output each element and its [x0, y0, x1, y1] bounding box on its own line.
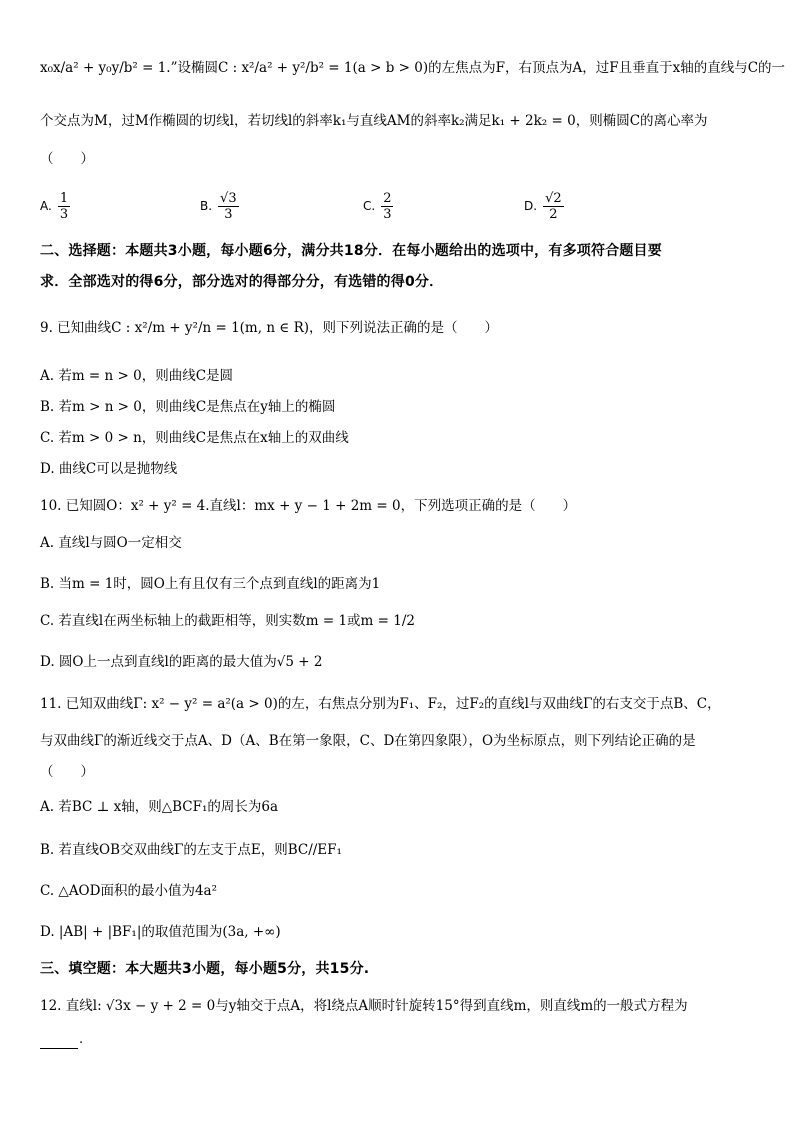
section-3-heading: 三、填空题：本大题共3小题，每小题5分，共15分.: [40, 961, 370, 977]
option-label: D.: [524, 199, 538, 213]
q9-option-d[interactable]: D. 曲线C可以是抛物线: [40, 461, 178, 477]
numerator: √2: [545, 190, 562, 206]
q9-option-a[interactable]: A. 若m = n > 0，则曲线C是圆: [40, 368, 234, 384]
q11-option-b[interactable]: B. 若直线OB交双曲线Γ的左支于点E，则BC//EF₁: [40, 842, 342, 858]
q8-options: [40, 186, 758, 226]
numerator: 1: [59, 190, 69, 206]
q8-option-b[interactable]: [200, 186, 241, 226]
denominator: 3: [59, 206, 69, 222]
option-label: A.: [40, 199, 52, 213]
numerator: √3: [220, 190, 237, 206]
q12-line-1: 12. 直线l: √3x − y + 2 = 0与y轴交于点A，将l绕点A顺时针旋转15°得到直线m，则直线m的一般式方程为: [40, 998, 688, 1014]
q8-line-2: 个交点为M，过M作椭圆的切线l，若切线l的斜率k₁与直线AM的斜率k₂满足k₁ + 2k₂ = 0，则椭圆C的离心率为: [40, 113, 708, 129]
q11-option-c[interactable]: C. △AOD面积的最小值为4a²: [40, 883, 218, 899]
q10-stem: 10. 已知圆O：x² + y² = 4.直线l：mx + y − 1 + 2m = 0，下列选项正确的是（ ）: [40, 498, 577, 514]
q11-line-2: 与双曲线Γ的渐近线交于点A、D（A、B在第一象限，C、D在第四象限），O为坐标原点，则下列结论正确的是: [40, 733, 696, 749]
section-2-heading-line-2: 求．全部选对的得6分，部分选对的得部分分，有选错的得0分．: [40, 274, 444, 290]
q11-option-a[interactable]: A. 若BC ⊥ x轴，则△BCF₁的周长为6a: [40, 799, 279, 815]
q11-line-3: （ ）: [40, 764, 94, 780]
denominator: 3: [224, 206, 233, 222]
q11-line-1: 11. 已知双曲线Γ: x² − y² = a²(a > 0)的左，右焦点分别为F₁、F₂，过F₂的直线l与双曲线Γ的右支交于点B、C，: [40, 696, 721, 712]
fraction: [381, 191, 393, 222]
q10-option-c[interactable]: C. 若直线l在两坐标轴上的截距相等，则实数m = 1或m = 1/2: [40, 613, 415, 629]
fraction: [543, 191, 564, 222]
q8-option-a[interactable]: [40, 186, 72, 226]
numerator: 2: [383, 190, 392, 206]
q8-line-1: x₀x/a² + y₀y/b² = 1.”设椭圆C : x²/a² + y²/b² = 1(a > b > 0)的左焦点为F，右顶点为A，过F且垂直于x轴的直线与C的一: [40, 60, 786, 76]
q8-line-3: （ ）: [40, 151, 94, 167]
q9-option-c[interactable]: C. 若m > 0 > n，则曲线C是焦点在x轴上的双曲线: [40, 430, 349, 446]
q12-line-2: .: [79, 1032, 84, 1047]
q8-option-c[interactable]: [363, 186, 395, 226]
option-label: B.: [200, 199, 213, 213]
q10-option-a[interactable]: A. 直线l与圆O一定相交: [40, 535, 182, 551]
fraction: [218, 191, 239, 222]
denominator: 3: [383, 206, 392, 222]
q8-option-d[interactable]: [524, 186, 566, 226]
q10-option-d[interactable]: D. 圆O上一点到直线l的距离的最大值为√5 + 2: [40, 654, 323, 670]
q9-option-b[interactable]: B. 若m > n > 0，则曲线C是焦点在y轴上的椭圆: [40, 399, 336, 415]
q9-stem: 9. 已知曲线C : x²/m + y²/n = 1(m, n ∈ R)，则下列说法正确的是（ ）: [40, 320, 499, 336]
answer-blank[interactable]: [40, 1040, 78, 1049]
q10-option-b[interactable]: B. 当m = 1时，圆O上有且仅有三个点到直线l的距离为1: [40, 576, 381, 592]
denominator: 2: [549, 206, 558, 222]
fraction: [58, 191, 70, 222]
q11-option-d[interactable]: D. |AB| + |BF₁|的取值范围为(3a, +∞): [40, 924, 281, 940]
option-label: C.: [363, 199, 376, 213]
section-2-heading-line-1: 二、选择题：本题共3小题，每小题6分，满分共18分．在每小题给出的选项中，有多项符合题目要: [40, 243, 662, 259]
